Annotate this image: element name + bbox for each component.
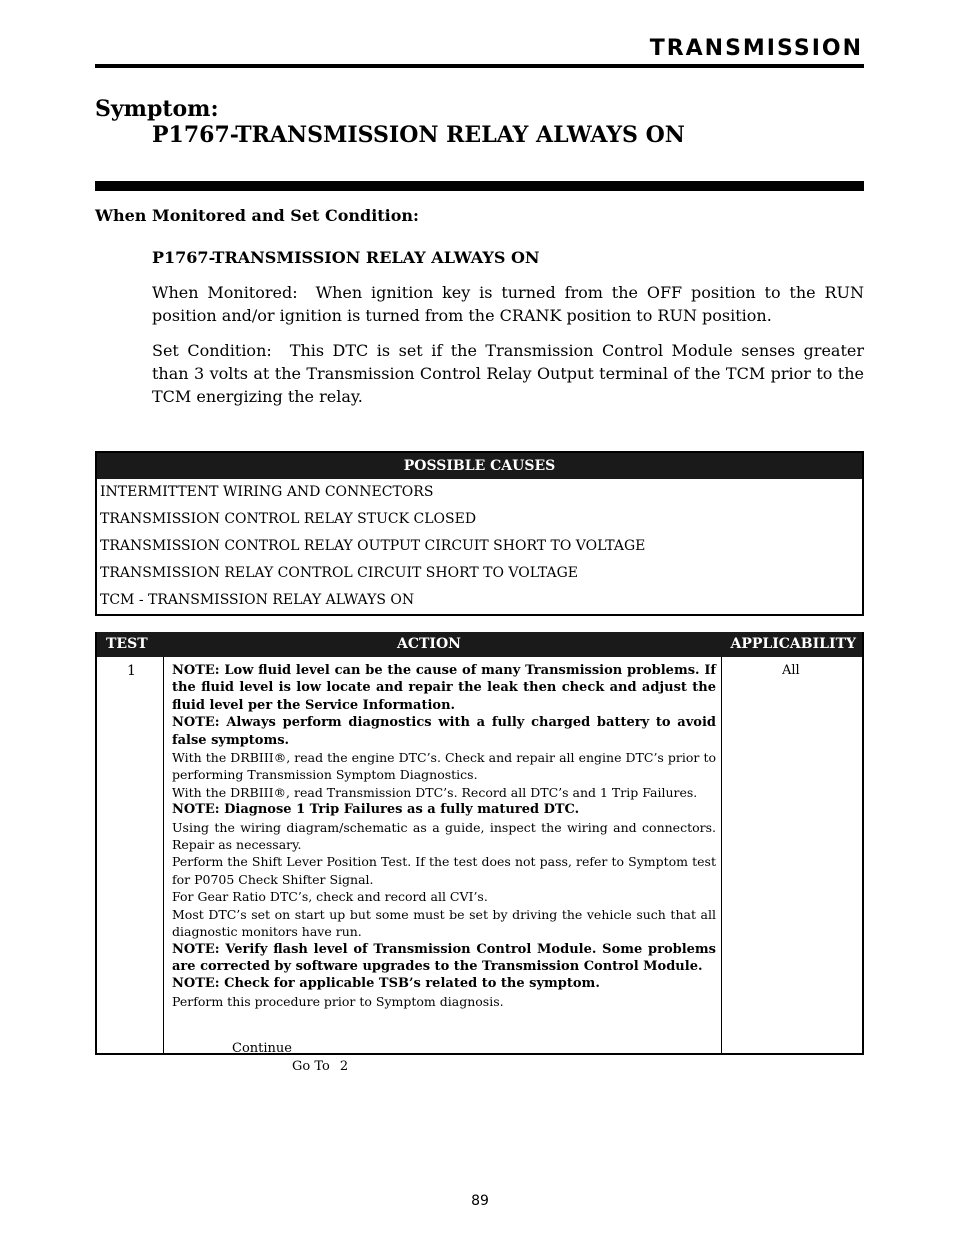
- symptom-label: Symptom:: [95, 96, 219, 122]
- action-step: With the DRBIII®, read Transmission DTC’s. Record all DTC’s and 1 Trip Failures.: [172, 784, 698, 800]
- cause-item: TRANSMISSION RELAY CONTROL CIRCUIT SHORT TO VOLTAGE: [100, 565, 578, 581]
- action-step: With the DRBIII®, read the engine DTC’s. Check and repair all engine DTC’s prior to performing Transmission Symptom Diagnostics.: [172, 750, 716, 783]
- column-divider: [163, 657, 164, 1053]
- test-number: 1: [127, 663, 136, 679]
- action-note: NOTE: Verify flash level of Transmission Control Module. Some problems are corrected by software upgrades to the Transmission Control Module.: [172, 941, 716, 974]
- test-table-header: [97, 632, 862, 657]
- action-step: Perform this procedure prior to Symptom diagnosis.: [172, 993, 504, 1009]
- monitored-block: [152, 246, 864, 420]
- action-note: NOTE: Diagnose 1 Trip Failures as a fully matured DTC.: [172, 802, 580, 818]
- action-note: NOTE: Check for applicable TSB’s related to the symptom.: [172, 976, 600, 992]
- symptom-title: P1767-TRANSMISSION RELAY ALWAYS ON: [152, 122, 685, 148]
- when-monitored-text: When ignition key is turned from the OFF position to the RUN position and/or ignition is turned from the CRANK position to RUN position.: [152, 283, 865, 325]
- action-step: For Gear Ratio DTC’s, check and record all CVI’s.: [172, 889, 488, 905]
- action-text: [172, 662, 716, 1010]
- monitored-heading: When Monitored and Set Condition:: [95, 206, 419, 225]
- goto-instruction: [292, 1059, 348, 1074]
- set-condition-paragraph: [152, 339, 864, 408]
- column-test: TEST: [106, 636, 148, 652]
- cause-item: INTERMITTENT WIRING AND CONNECTORS: [100, 484, 434, 500]
- continue-label: Continue: [232, 1041, 292, 1056]
- monitored-code-title: P1767-TRANSMISSION RELAY ALWAYS ON: [152, 248, 540, 267]
- cause-item: TCM - TRANSMISSION RELAY ALWAYS ON: [100, 592, 415, 608]
- header-rule: [95, 64, 864, 68]
- action-step: Perform the Shift Lever Position Test. If the test does not pass, refer to Symptom test for P0705 Check Shifter Signal.: [172, 854, 716, 887]
- when-monitored-paragraph: [152, 281, 864, 327]
- goto-label: Go To: [292, 1059, 330, 1074]
- section-title: TRANSMISSION: [649, 36, 863, 61]
- column-divider: [721, 657, 722, 1053]
- cause-item: TRANSMISSION CONTROL RELAY OUTPUT CIRCUIT SHORT TO VOLTAGE: [100, 538, 646, 554]
- possible-causes-header: POSSIBLE CAUSES: [97, 453, 862, 479]
- column-applicability: APPLICABILITY: [730, 636, 856, 652]
- goto-value: 2: [339, 1059, 349, 1074]
- test-row: [97, 657, 862, 1074]
- action-note: NOTE: Low fluid level can be the cause of many Transmission problems. If the fluid level is low locate and repair the leak then check and adjust the fluid level per the Service Information.: [172, 663, 716, 713]
- action-step: Using the wiring diagram/schematic as a guide, inspect the wiring and connectors. Repair as necessary.: [172, 819, 716, 853]
- section-divider: [95, 181, 864, 191]
- test-table: [95, 632, 864, 1074]
- page-number: 89: [471, 1193, 489, 1209]
- applicability-value: All: [782, 663, 800, 678]
- set-condition-text: This DTC is set if the Transmission Control Module senses greater than 3 volts at the Transmission Control Relay Output terminal of the TCM prior to the TCM energizing the relay.: [152, 341, 865, 406]
- set-condition-label: Set Condition:: [152, 341, 272, 360]
- action-step: Most DTC’s set on start up but some must be set by driving the vehicle such that all diagnostic monitors have run.: [172, 906, 716, 940]
- possible-causes-table: [95, 451, 864, 616]
- action-note: NOTE: Always perform diagnostics with a fully charged battery to avoid false symptoms.: [172, 715, 716, 748]
- when-monitored-label: When Monitored:: [152, 283, 298, 302]
- column-action: ACTION: [397, 636, 461, 652]
- cause-item: TRANSMISSION CONTROL RELAY STUCK CLOSED: [100, 511, 477, 527]
